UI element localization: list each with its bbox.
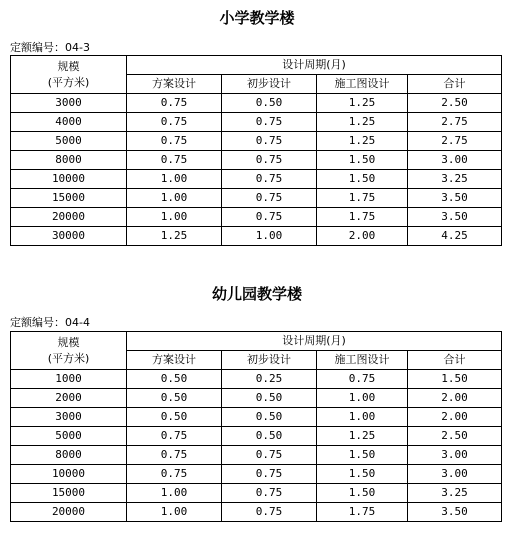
value-cell: 0.75 [127, 465, 222, 484]
value-cell: 0.50 [222, 408, 317, 427]
value-cell: 2.50 [408, 94, 502, 113]
table-row [11, 170, 502, 189]
value-cell: 0.75 [317, 370, 408, 389]
value-cell: 4.25 [408, 227, 502, 246]
scale-cell: 15000 [11, 189, 127, 208]
value-cell: 0.75 [127, 427, 222, 446]
value-cell: 0.50 [127, 408, 222, 427]
scale-cell: 15000 [11, 484, 127, 503]
value-cell: 0.75 [127, 132, 222, 151]
value-cell: 0.75 [222, 170, 317, 189]
value-cell: 0.50 [222, 427, 317, 446]
value-cell: 1.25 [317, 132, 408, 151]
quota-code: 定额编号：04-4 [10, 316, 90, 329]
column-header: 方案设计 [127, 75, 222, 94]
column-header: 初步设计 [222, 351, 317, 370]
scale-cell: 10000 [11, 170, 127, 189]
table-row [11, 370, 502, 389]
value-cell: 2.00 [317, 227, 408, 246]
scale-header-line1: 规模 [57, 335, 80, 349]
value-cell: 1.50 [317, 484, 408, 503]
scale-header [11, 56, 127, 94]
quota-code: 定额编号：04-3 [10, 41, 90, 54]
column-header: 方案设计 [127, 351, 222, 370]
value-cell: 1.00 [317, 408, 408, 427]
value-cell: 1.75 [317, 208, 408, 227]
value-cell: 1.75 [317, 189, 408, 208]
value-cell: 3.25 [408, 484, 502, 503]
value-cell: 2.00 [408, 408, 502, 427]
scale-cell: 4000 [11, 113, 127, 132]
scale-header-line2: (平方米) [47, 351, 90, 365]
value-cell: 0.75 [222, 189, 317, 208]
table-row [11, 503, 502, 522]
table-row [11, 427, 502, 446]
column-header: 施工图设计 [317, 351, 408, 370]
value-cell: 3.50 [408, 189, 502, 208]
scale-cell: 2000 [11, 389, 127, 408]
scale-cell: 3000 [11, 94, 127, 113]
table-row [11, 484, 502, 503]
scale-cell: 10000 [11, 465, 127, 484]
table-row [11, 389, 502, 408]
value-cell: 1.25 [127, 227, 222, 246]
table-row [11, 132, 502, 151]
value-cell: 2.75 [408, 113, 502, 132]
value-cell: 3.50 [408, 208, 502, 227]
scale-header-line2: (平方米) [47, 75, 90, 89]
value-cell: 0.75 [222, 484, 317, 503]
value-cell: 1.00 [127, 208, 222, 227]
value-cell: 1.50 [317, 446, 408, 465]
value-cell: 1.00 [127, 170, 222, 189]
table-row [11, 189, 502, 208]
value-cell: 0.75 [222, 446, 317, 465]
scale-cell: 20000 [11, 208, 127, 227]
scale-cell: 8000 [11, 151, 127, 170]
table-row [11, 227, 502, 246]
design-period-table [10, 55, 502, 246]
value-cell: 1.25 [317, 427, 408, 446]
table-body [11, 370, 502, 522]
value-cell: 2.50 [408, 427, 502, 446]
value-cell: 0.50 [127, 389, 222, 408]
table-row [11, 208, 502, 227]
value-cell: 1.75 [317, 503, 408, 522]
value-cell: 0.75 [222, 132, 317, 151]
value-cell: 3.50 [408, 503, 502, 522]
table-row [11, 446, 502, 465]
value-cell: 3.00 [408, 446, 502, 465]
value-cell: 2.00 [408, 389, 502, 408]
value-cell: 1.50 [317, 151, 408, 170]
column-header: 施工图设计 [317, 75, 408, 94]
value-cell: 1.00 [127, 503, 222, 522]
table-row [11, 465, 502, 484]
scale-cell: 5000 [11, 427, 127, 446]
scale-cell: 5000 [11, 132, 127, 151]
value-cell: 3.00 [408, 151, 502, 170]
table-row [11, 151, 502, 170]
table-row [11, 408, 502, 427]
period-header: 设计周期(月) [127, 56, 502, 75]
design-period-table [10, 331, 502, 522]
value-cell: 0.75 [222, 465, 317, 484]
column-header: 合计 [408, 75, 502, 94]
value-cell: 1.50 [317, 465, 408, 484]
value-cell: 3.00 [408, 465, 502, 484]
scale-cell: 1000 [11, 370, 127, 389]
column-header: 初步设计 [222, 75, 317, 94]
scale-cell: 8000 [11, 446, 127, 465]
value-cell: 0.75 [127, 446, 222, 465]
section-title: 小学教学楼 [219, 9, 295, 27]
value-cell: 0.50 [222, 389, 317, 408]
value-cell: 1.00 [127, 484, 222, 503]
value-cell: 0.75 [127, 94, 222, 113]
value-cell: 1.50 [408, 370, 502, 389]
value-cell: 0.75 [222, 113, 317, 132]
section-title: 幼儿园教学楼 [211, 285, 302, 303]
value-cell: 1.00 [127, 189, 222, 208]
value-cell: 1.00 [317, 389, 408, 408]
scale-header-line1: 规模 [57, 59, 80, 73]
table-row [11, 113, 502, 132]
value-cell: 1.25 [317, 94, 408, 113]
period-header: 设计周期(月) [127, 332, 502, 351]
scale-cell: 3000 [11, 408, 127, 427]
value-cell: 0.75 [222, 503, 317, 522]
value-cell: 0.75 [222, 151, 317, 170]
value-cell: 0.50 [222, 94, 317, 113]
value-cell: 2.75 [408, 132, 502, 151]
value-cell: 0.25 [222, 370, 317, 389]
column-header: 合计 [408, 351, 502, 370]
table-row [11, 94, 502, 113]
scale-cell: 30000 [11, 227, 127, 246]
scale-header [11, 332, 127, 370]
value-cell: 0.75 [222, 208, 317, 227]
table-body [11, 94, 502, 246]
value-cell: 0.75 [127, 113, 222, 132]
value-cell: 0.50 [127, 370, 222, 389]
value-cell: 3.25 [408, 170, 502, 189]
value-cell: 1.25 [317, 113, 408, 132]
value-cell: 1.50 [317, 170, 408, 189]
value-cell: 1.00 [222, 227, 317, 246]
value-cell: 0.75 [127, 151, 222, 170]
scale-cell: 20000 [11, 503, 127, 522]
